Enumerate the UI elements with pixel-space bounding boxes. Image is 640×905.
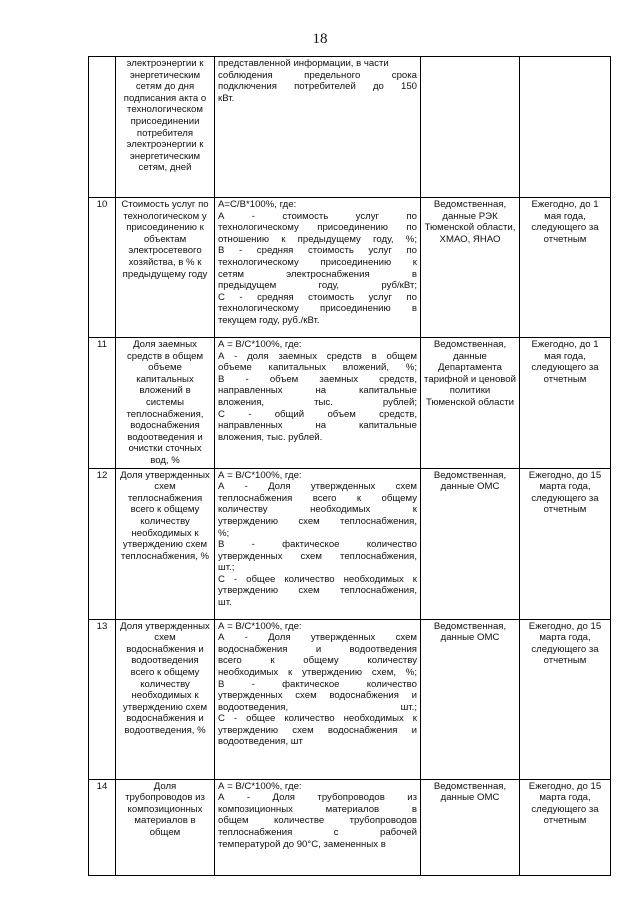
formula-line: водоотведения, шт.; [218, 701, 417, 713]
formula-line: направленных на капитальные [218, 420, 417, 432]
table-row [89, 198, 611, 338]
formula-line: А=С/В*100%, где: [218, 199, 297, 210]
formula-line: А = В/С*100%, где: [218, 620, 302, 632]
table-row [89, 338, 611, 469]
formula-line: С - общее количество необходимых к [218, 573, 417, 585]
formula-line: представленной информации, в части [218, 58, 389, 69]
formula-line: направленных на капитальные [218, 385, 417, 397]
formula-line: утверждению схем водоснабжения и [218, 724, 417, 736]
formula-line: В - объем заемных средств, [218, 373, 417, 385]
indicator-name: Доля заемных средств в общем объеме капитальных вложений в системы теплоснабжения, водоснабжения водоотведения и очистки сточных вод, % [116, 338, 215, 469]
formula-line: технологическому присоединению в [218, 303, 417, 315]
formula-line: С - общее количество необходимых к [218, 713, 417, 725]
table-row [89, 619, 611, 779]
data-source [421, 57, 520, 198]
row-number: 13 [89, 619, 116, 779]
formula-line: А = В/С*100%, где: [218, 469, 302, 481]
calculation-formula [215, 338, 421, 469]
formula-line: теплоснабжения всего к общему [218, 492, 417, 504]
formula-line: А - Доля трубопроводов из [218, 792, 417, 804]
table-row [89, 779, 611, 875]
data-source: Ведомственная, данные Департамента тарифной и ценовой политики Тюменской области [421, 338, 520, 469]
formula-line: шт. [218, 597, 232, 609]
formula-line: С - средняя стоимость услуг по [218, 291, 417, 303]
calculation-formula [215, 57, 421, 198]
formula-line: С - общий объем средств, [218, 408, 417, 420]
calculation-formula [215, 779, 421, 875]
indicator-name: Доля утвержденных схем теплоснабжения всего к общему количеству необходимых к утверждению схем теплоснабжения, % [116, 468, 215, 619]
row-number: 11 [89, 338, 116, 469]
calculation-formula [215, 468, 421, 619]
formula-line: вложения, тыс. рублей. [218, 431, 323, 443]
formula-line: А = В/С*100%, где: [218, 780, 302, 792]
formula-line: утверждению схем теплоснабжения, [218, 515, 417, 527]
formula-line: отношению к предыдущему году, %; [218, 233, 417, 245]
calculation-formula [215, 619, 421, 779]
formula-line: температурой до 90°С, замененных в [218, 838, 386, 850]
formula-line: водоснабжения и водоотведения [218, 643, 417, 655]
formula-line: текущем году, руб./кВт. [218, 314, 320, 326]
data-source: Ведомственная, данные РЭК Тюменской области, ХМАО, ЯНАО [421, 198, 520, 338]
formula-line: %; [218, 527, 230, 539]
formula-line: утвержденных схем водоснабжения и [218, 690, 417, 702]
formula-line: сетям электроснабжения в [218, 268, 417, 280]
table-row [89, 468, 611, 619]
formula-line: необходимых к утверждению схем, %; [218, 666, 417, 678]
reporting-period: Ежегодно, до 1 мая года, следующего за отчетным [520, 198, 611, 338]
formula-line: технологическому присоединению к [218, 256, 417, 268]
formula-line: объеме капитальных вложений, %; [218, 362, 417, 374]
formula-line: А - стоимость услуг по [218, 210, 417, 222]
reporting-period: Ежегодно, до 15 марта года, следующего за отчетным [520, 468, 611, 619]
formula-line: подключения потребителей до 150 [218, 81, 417, 93]
calculation-formula [215, 198, 421, 338]
indicator-name: Стоимость услуг по технологическом у присоединению к объектам электросетевого хозяйства, в % к предыдущему году [116, 198, 215, 338]
formula-line: кВт. [218, 92, 235, 104]
formula-line: соблюдения предельного срока [218, 69, 417, 81]
formula-line: композиционных материалов в [218, 803, 417, 815]
formula-line: В - средняя стоимость услуг по [218, 245, 417, 257]
formula-line: предыдущем году, руб/кВт; [218, 280, 417, 292]
formula-line: общем количестве трубопроводов [218, 815, 417, 827]
formula-line: технологическому присоединению по [218, 222, 417, 234]
table-row [89, 57, 611, 198]
data-source: Ведомственная, данные ОМС [421, 619, 520, 779]
reporting-period: Ежегодно, до 1 мая года, следующего за отчетным [520, 338, 611, 469]
formula-line: А = В/С*100%, где: [218, 339, 302, 350]
formula-line: В - фактическое количество [218, 539, 417, 551]
formula-line: теплоснабжения с рабочей [218, 826, 417, 838]
formula-line: количеству необходимых к [218, 504, 417, 516]
reporting-period: Ежегодно, до 15 марта года, следующего за отчетным [520, 619, 611, 779]
formula-line: всего к общему количеству [218, 655, 417, 667]
indicator-name: электроэнергии к энергетическим сетям до дня подписания акта о технологическом присоединении потребителя электроэнергии к энергетическим сетям, дней [116, 57, 215, 198]
indicator-name: Доля трубопроводов из композиционных материалов в общем [116, 779, 215, 875]
row-number: 10 [89, 198, 116, 338]
row-number: 14 [89, 779, 116, 875]
formula-line: вложения, тыс. рублей; [218, 396, 417, 408]
formula-line: шт.; [218, 562, 235, 574]
formula-line: В - фактическое количество [218, 678, 417, 690]
reporting-period [520, 57, 611, 198]
reporting-period: Ежегодно, до 15 марта года, следующего за отчетным [520, 779, 611, 875]
formula-line: утверждению схем теплоснабжения, [218, 585, 417, 597]
data-source: Ведомственная, данные ОМС [421, 468, 520, 619]
data-source: Ведомственная, данные ОМС [421, 779, 520, 875]
formula-line: утвержденных схем теплоснабжения, [218, 550, 417, 562]
formula-line: А - Доля утвержденных схем [218, 632, 417, 644]
formula-line: А - доля заемных средств в общем [218, 350, 417, 362]
page-number: 18 [312, 31, 328, 47]
row-number [89, 57, 116, 198]
indicator-name: Доля утвержденных схем водоснабжения и водоотведения всего к общему количеству необходимых к утверждению схем водоснабжения и водоотведения, % [116, 619, 215, 779]
formula-line: А - Доля утвержденных схем [218, 481, 417, 493]
row-number: 12 [89, 468, 116, 619]
indicators-table [88, 56, 611, 876]
formula-line: водоотведения, шт [218, 736, 303, 748]
